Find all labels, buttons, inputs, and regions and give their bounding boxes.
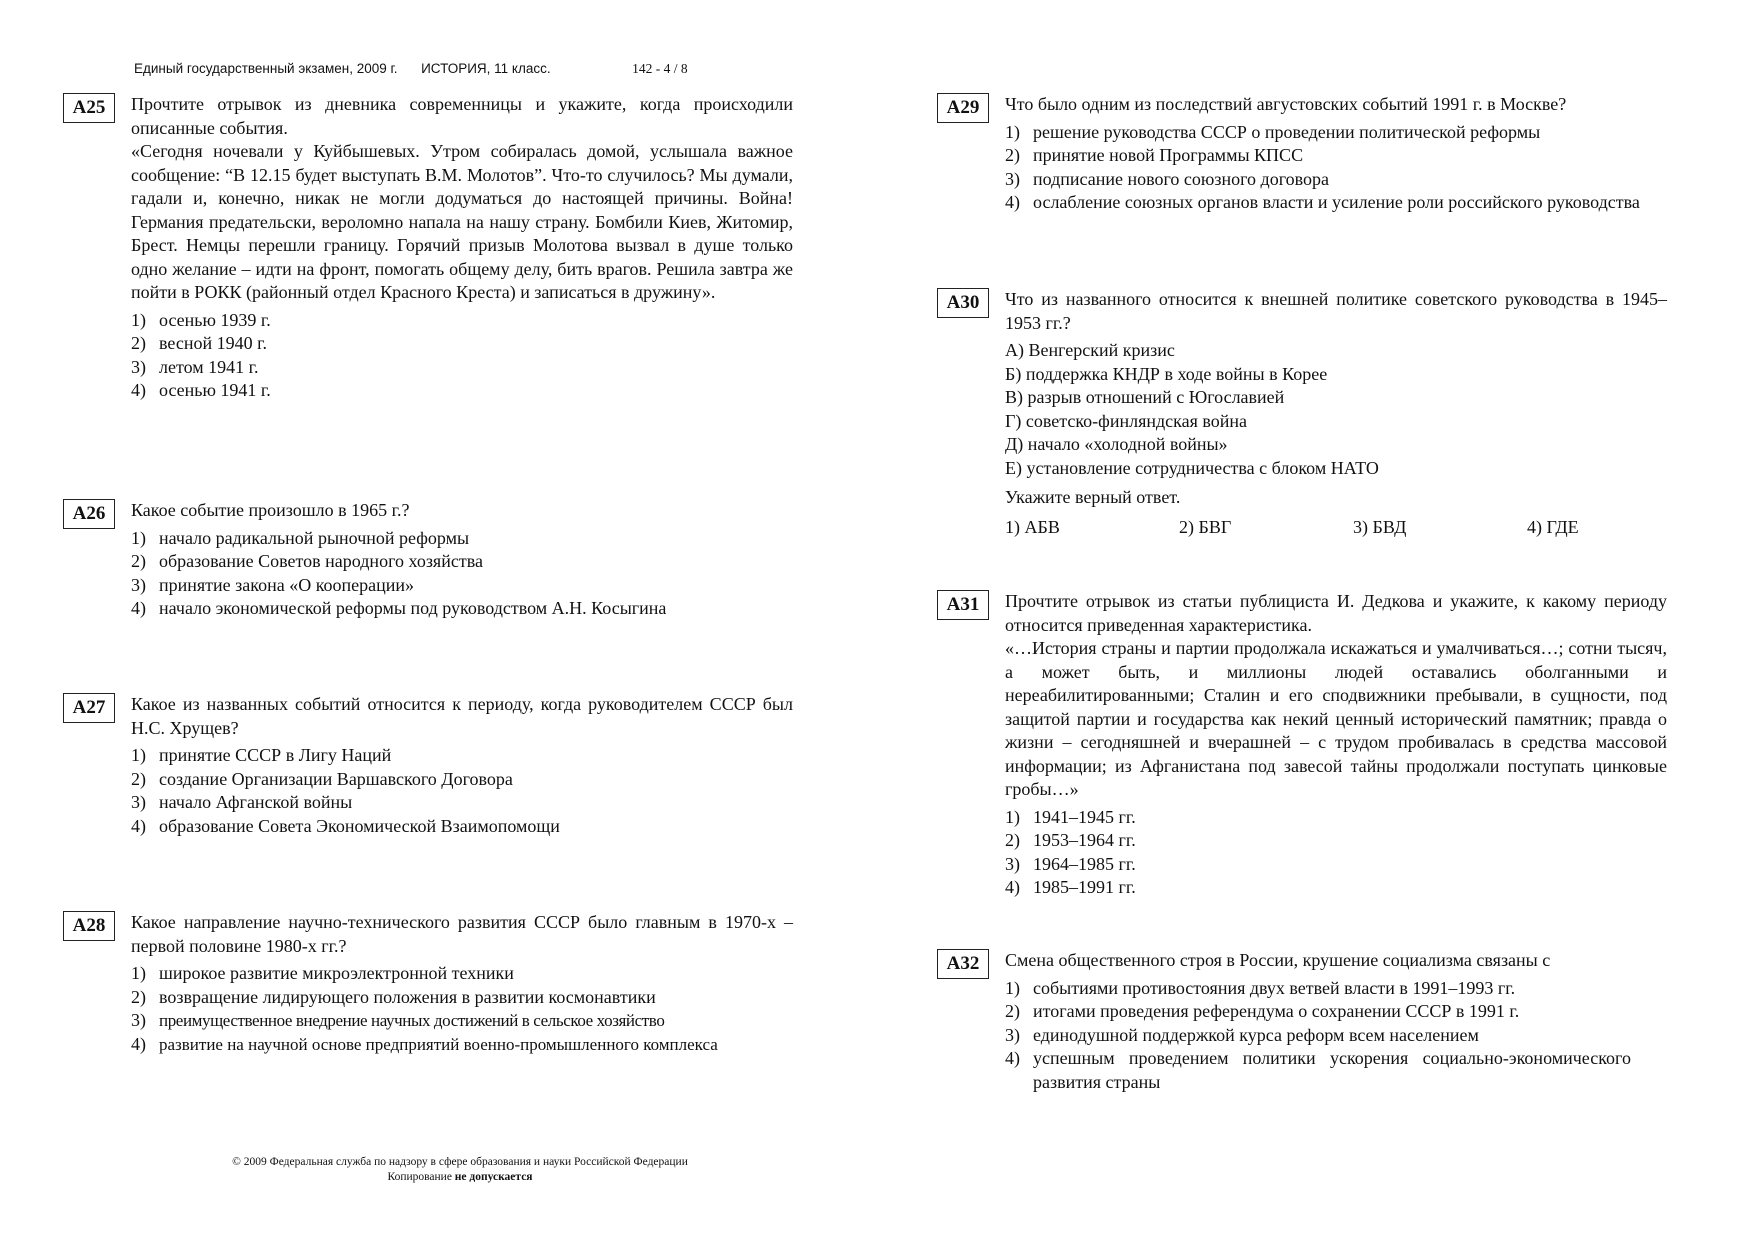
option[interactable]: 1) принятие СССР в Лигу Наций (131, 745, 392, 765)
task-question: Какое направление научно-технического развития СССР было главным в 1970-х – первой половине 1980-х гг.? (131, 912, 793, 956)
option[interactable]: 4) 1985–1991 гг. (1005, 877, 1136, 897)
options-list (131, 744, 793, 838)
option[interactable]: 4) ослабление союзных органов власти и усиление роли российского руководства (1005, 192, 1640, 212)
option[interactable]: 2) создание Организации Варшавского Договора (131, 768, 513, 789)
options-list (131, 527, 793, 621)
option[interactable]: 1) АБВ (1005, 516, 1060, 537)
task-question: Что было одним из последствий августовских событий 1991 г. в Москве? (1005, 94, 1567, 114)
option[interactable]: 3) подписание нового союзного договора (1005, 168, 1330, 189)
option[interactable]: 3) 1964–1985 гг. (1005, 853, 1136, 874)
task-number: A30 (937, 288, 989, 318)
option[interactable]: 2) весной 1940 г. (131, 333, 267, 353)
page-footer (110, 1155, 810, 1185)
option[interactable]: 1) решение руководства СССР о проведении политической реформы (1005, 121, 1541, 142)
option[interactable]: 4) начало экономической реформы под руководством А.Н. Косыгина (131, 598, 667, 618)
option[interactable]: 4) ГДЕ (1527, 516, 1579, 537)
answer-prompt: Укажите верный ответ. (1005, 487, 1181, 507)
option[interactable]: 3) БВД (1353, 516, 1407, 537)
option[interactable]: 3) принятие закона «О кооперации» (131, 574, 415, 595)
answer-options (1005, 516, 1667, 540)
option[interactable]: 1) начало радикальной рыночной реформы (131, 527, 470, 548)
task-number: A31 (937, 590, 989, 620)
exam-title: Единый государственный экзамен, 2009 г. (134, 61, 398, 76)
option[interactable]: 3) летом 1941 г. (131, 356, 259, 377)
page-number: 142 - 4 / 8 (632, 61, 688, 76)
option[interactable]: 1) 1941–1945 гг. (1005, 806, 1136, 827)
option[interactable]: 4) развитие на научной основе предприятий военно-промышленного комплекса (131, 1033, 718, 1054)
items-list (1005, 339, 1667, 480)
option[interactable]: 4) образование Совета Экономической Взаимопомощи (131, 815, 560, 836)
task-number: A26 (63, 499, 115, 529)
option[interactable]: 1) осенью 1939 г. (131, 309, 271, 330)
option[interactable]: 2) итогами проведения референдума о сохранении СССР в 1991 г. (1005, 1001, 1520, 1021)
option[interactable]: 1) широкое развитие микроэлектронной техники (131, 963, 514, 983)
option[interactable]: 3) единодушной поддержкой курса реформ всем населением (1005, 1024, 1479, 1045)
options-list (131, 962, 771, 1056)
options-list (131, 309, 793, 403)
task-number: A27 (63, 693, 115, 723)
task-number: A32 (937, 949, 989, 979)
list-item: Б) поддержка КНДР в ходе войны в Корее (1005, 363, 1328, 384)
task-intro: Прочтите отрывок из дневника современницы и укажите, когда происходили описанные события. (131, 94, 793, 138)
list-item: В) разрыв отношений с Югославией (1005, 387, 1285, 407)
task-question: Что из названного относится к внешней политике советского руководства в 1945–1953 гг.? (1005, 289, 1667, 333)
subject-title: ИСТОРИЯ, 11 класс. (421, 61, 551, 76)
task-question: Какое из названных событий относится к периоду, когда руководителем СССР был Н.С. Хрущев? (131, 694, 793, 738)
task-intro: Прочтите отрывок из статьи публициста И. Дедкова и укажите, к какому периоду относится приведенная характеристика. (1005, 591, 1667, 635)
task-number: A28 (63, 911, 115, 941)
task-number: A25 (63, 93, 115, 123)
task-question: Смена общественного строя в России, крушение социализма связаны с (1005, 950, 1551, 970)
copyright-line: © 2009 Федеральная служба по надзору в сфере образования и науки Российской Федерации (232, 1156, 688, 1168)
list-item: А) Венгерский кризис (1005, 340, 1175, 360)
task-quote: «…История страны и партии продолжала искажаться и умалчиваться…; сотни тысяч, а может быть, и миллионы людей оставались оболганными и нереабилитированными; Сталин и его сподвижники пребывали, в сущности, под защитой партии и государства как некий ценный исторический памятник; правда о жизни – сегодняшней и вчерашней – с трудом пробивалась в средства массовой информации; из Афганистана под завесой тайны продолжали поступать цинковые гробы…» (1005, 638, 1667, 799)
option[interactable]: 2) 1953–1964 гг. (1005, 830, 1136, 850)
option[interactable]: 1) событиями противостояния двух ветвей власти в 1991–1993 гг. (1005, 977, 1516, 998)
option[interactable]: 3) преимущественное внедрение научных достижений в сельское хозяйство (131, 1010, 665, 1030)
task-question: Какое событие произошло в 1965 г.? (131, 500, 410, 520)
option[interactable]: 2) принятие новой Программы КПСС (1005, 145, 1304, 165)
task-number: A29 (937, 93, 989, 123)
list-item: Г) советско-финляндская война (1005, 410, 1248, 431)
option[interactable]: 4) успешным проведением политики ускорения социально-экономического развития страны (1005, 1048, 1631, 1092)
options-list (1005, 806, 1667, 900)
task-quote: «Сегодня ночевали у Куйбышевых. Утром собиралась домой, услышала важное сообщение: “В 12.15 будет выступать В.М. Молотов”. Что-то случилось? Мы думали, гадали и, конечно, никак не могли додуматься до настоящей причины. Война! Германия предательски, вероломно напала на нашу страну. Бомбили Киев, Житомир, Брест. Немцы перешли границу. Горячий призыв Молотова вызвал в душе только одно желание – идти на фронт, помогать общему делу, бить врагов. Решила завтра же пойти в РОКК (районный отдел Красного Креста) и записаться в дружину». (131, 141, 793, 302)
option[interactable]: 2) БВГ (1179, 516, 1232, 537)
option[interactable]: 4) осенью 1941 г. (131, 380, 271, 400)
page-header (134, 61, 834, 77)
copy-notice: Копирование не допускается (387, 1171, 533, 1183)
options-list (1005, 977, 1631, 1095)
option[interactable]: 3) начало Афганской войны (131, 792, 353, 812)
list-item: Д) начало «холодной войны» (1005, 434, 1228, 454)
option[interactable]: 2) образование Советов народного хозяйства (131, 551, 483, 571)
options-list (1005, 121, 1667, 215)
option[interactable]: 2) возвращение лидирующего положения в развитии космонавтики (131, 986, 656, 1007)
list-item: Е) установление сотрудничества с блоком НАТО (1005, 457, 1379, 478)
